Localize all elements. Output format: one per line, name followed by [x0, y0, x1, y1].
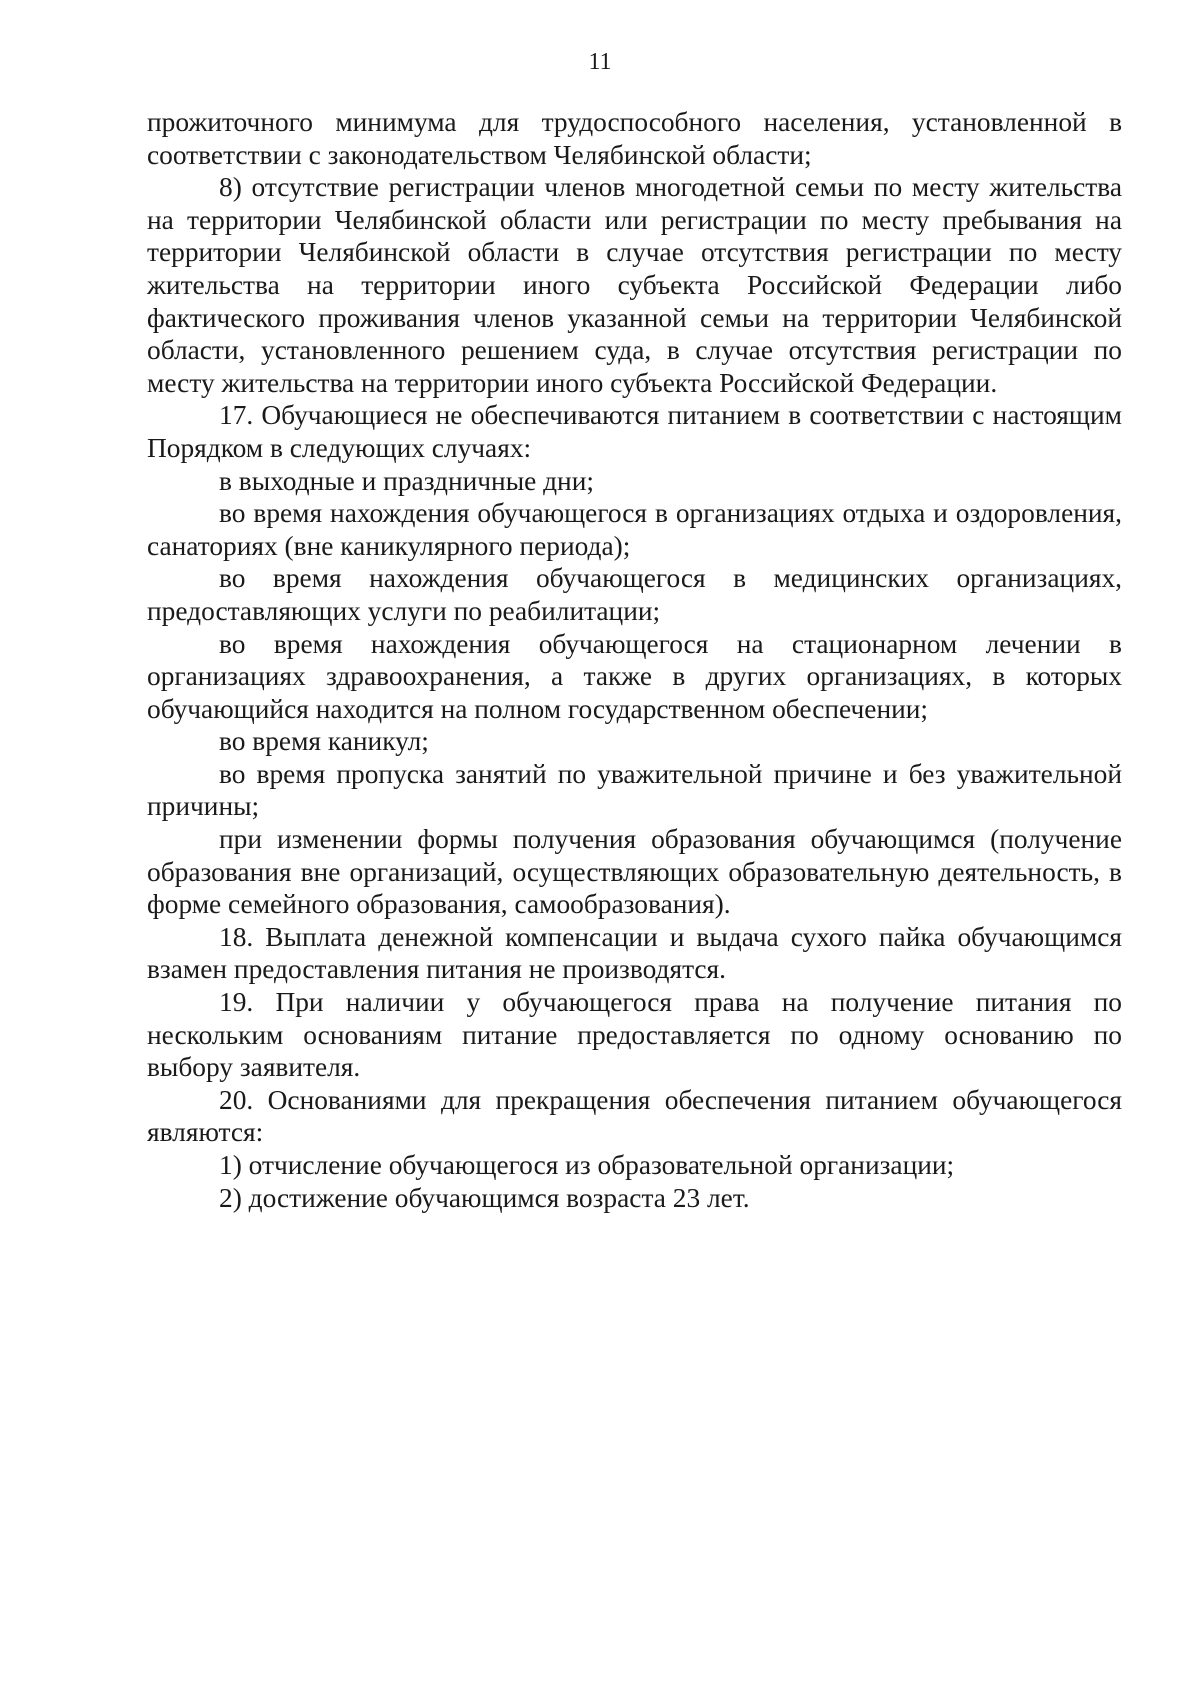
list-item-medical: во время нахождения обучающегося в медицинских организациях, предоставляющих услуги по реабилитации; — [147, 563, 1122, 626]
paragraph-section-20: 20. Основаниями для прекращения обеспечения питанием обучающегося являются: — [147, 1084, 1122, 1148]
paragraph-item-8: 8) отсутствие регистрации членов многодетной семьи по месту жительства на территории Челябинской области или регистрации по месту пребывания на территории Челябинской области в случае отсутствия регистрации по месту жительства на территории иного субъекта Российской Федерации либо фактического проживания членов указанной семьи на территории Челябинской области, установленного решением суда, в случае отсутствия регистрации по месту жительства на территории иного субъекта Российской Федерации. — [147, 172, 1122, 398]
list-item-expulsion: 1) отчисление обучающегося из образовательной организации; — [219, 1150, 955, 1180]
list-item-age-limit: 2) достижение обучающимся возраста 23 лет. — [219, 1182, 750, 1213]
paragraph-section-19: 19. При наличии у обучающегося права на получение питания по нескольким основаниям питание предоставляется по одному основанию по выбору заявителя. — [147, 987, 1122, 1083]
list-item-education-form: при изменении формы получения образования обучающимся (получение образования вне организаций, осуществляющих образовательную деятельность, в форме семейного образования, самообразования). — [147, 824, 1122, 920]
list-item-holidays: в выходные и праздничные дни; — [219, 465, 594, 496]
page-number: 11 — [588, 49, 612, 75]
paragraph-section-17: 17. Обучающиеся не обеспечиваются питанием в соответствии с настоящим Порядком в следующих случаях: — [147, 400, 1122, 463]
document-body — [147, 106, 1122, 1214]
list-item-recreation: во время нахождения обучающегося в организациях отдыха и оздоровления, санаториях (вне каникулярного периода); — [147, 498, 1122, 561]
list-item-inpatient: во время нахождения обучающегося на стационарном лечении в организациях здравоохранения, а также в других организациях, в которых обучающийся находится на полном государственном обеспечении; — [147, 628, 1122, 724]
list-item-absence: во время пропуска занятий по уважительной причине и без уважительной причины; — [147, 758, 1122, 822]
paragraph-section-18: 18. Выплата денежной компенсации и выдача сухого пайка обучающимся взамен предоставления питания не производятся. — [147, 921, 1122, 985]
paragraph-continuation: прожиточного минимума для трудоспособного населения, установленной в соответствии с законодательством Челябинской области; — [147, 107, 1122, 170]
list-item-vacation: во время каникул; — [219, 726, 429, 757]
